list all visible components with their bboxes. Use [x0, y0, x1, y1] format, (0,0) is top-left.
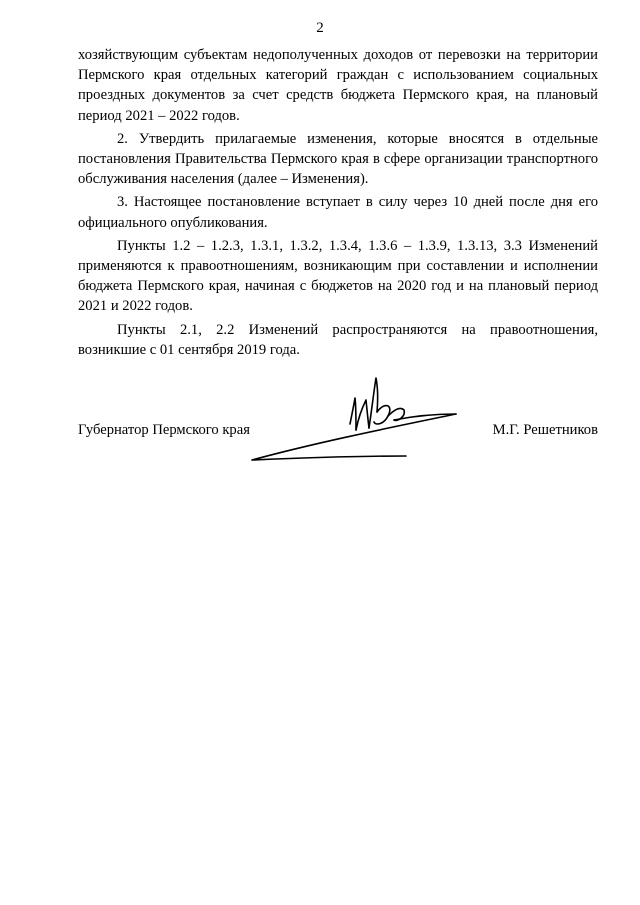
page-number: 2	[316, 20, 324, 36]
signer-name: М.Г. Решетников	[492, 422, 598, 438]
signer-position: Губернатор Пермского края	[78, 422, 250, 438]
handwritten-signature	[238, 372, 538, 467]
paragraph-continuation: хозяйствующим субъектам недополученных доходов от перевозки на территории Пермского края отдельных категорий граждан с использованием социальных проездных документов за счет средств бюджета Пермского края, на плановый период 2021 – 2022 годов.	[78, 47, 598, 124]
signature-block	[78, 372, 598, 472]
paragraph-item-2: 2. Утвердить прилагаемые изменения, которые вносятся в отдельные постановления Правительства Пермского края в сфере организации транспортного обслуживания населения (далее – Изменения).	[78, 130, 598, 188]
paragraph-effective-clauses: Пункты 2.1, 2.2 Изменений распространяются на правоотношения, возникшие с 01 сентября 2019 года.	[78, 321, 598, 358]
paragraph-application-clauses: Пункты 1.2 – 1.2.3, 1.3.1, 1.3.2, 1.3.4, 1.3.6 – 1.3.9, 1.3.13, 3.3 Изменений применяются к правоотношениям, возникающим при составлении и исполнении бюджета Пермского края, начиная с бюджетов на 2020 год и на плановый период 2021 и 2022 годов.	[78, 237, 598, 315]
paragraph-item-3: 3. Настоящее постановление вступает в силу через 10 дней после дня его официального опубликования.	[78, 194, 598, 231]
document-body	[78, 45, 598, 363]
